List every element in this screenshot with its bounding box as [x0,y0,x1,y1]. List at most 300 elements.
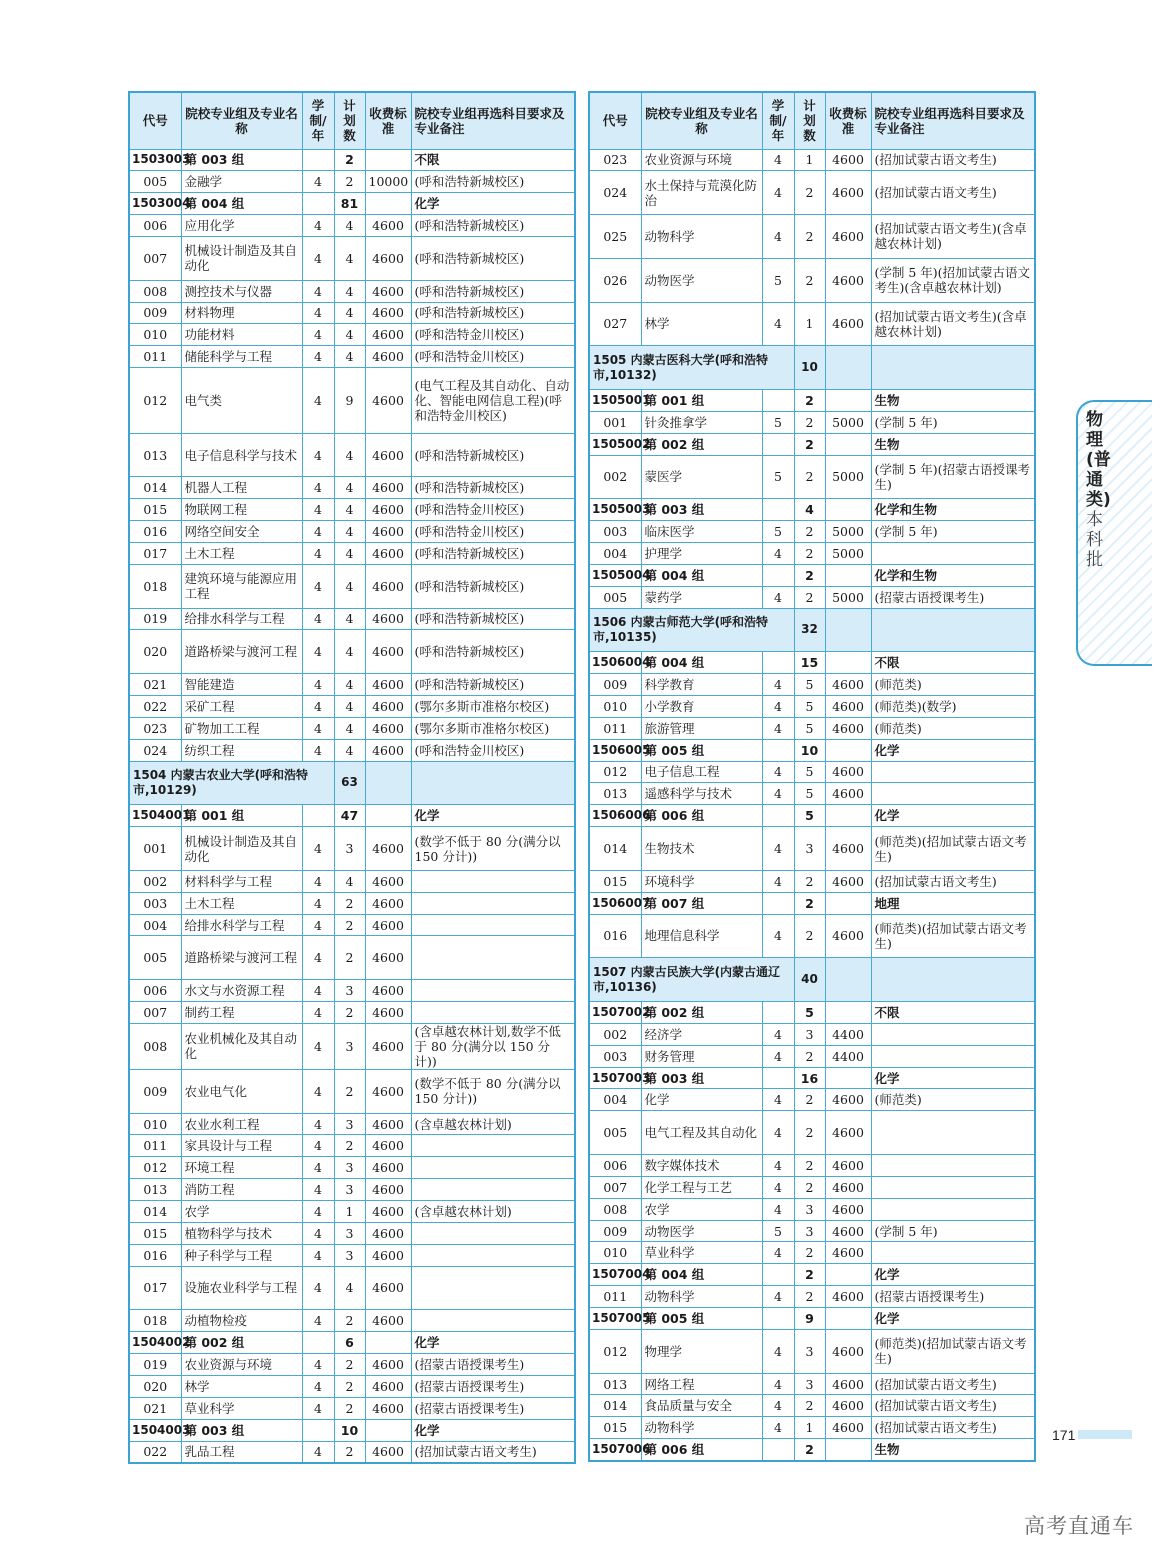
group-subject-requirement: 地理 [871,892,1035,914]
major-name: 金融学 [181,171,302,193]
major-code: 013 [589,1373,641,1395]
group-name: 第 002 组 [641,1002,762,1024]
group-plan: 2 [794,892,825,914]
major-code: 015 [129,1222,181,1244]
major-note: (师范类)(招加试蒙古语文考生) [871,1329,1035,1373]
major-note [871,1198,1035,1220]
major-code: 011 [589,1286,641,1308]
major-fee: 4600 [365,1354,411,1376]
major-years: 4 [762,870,794,892]
major-fee: 4600 [825,870,871,892]
major-years: 4 [302,892,334,914]
major-name: 水土保持与荒漠化防治 [641,171,762,215]
major-note: (招蒙古语授课考生) [411,1375,575,1397]
years-cell [762,805,794,827]
major-name: 遥感科学与技术 [641,783,762,805]
major-code: 001 [129,827,181,871]
major-name: 机械设计制造及其自动化 [181,236,302,280]
major-years: 4 [302,1310,334,1332]
major-years: 4 [762,1023,794,1045]
major-plan: 2 [794,870,825,892]
major-years: 5 [762,455,794,499]
major-name: 农业资源与环境 [181,1354,302,1376]
university-row [129,761,575,805]
major-code: 001 [589,411,641,433]
major-plan: 5 [794,674,825,696]
major-code: 005 [589,586,641,608]
major-fee: 4600 [365,1023,411,1069]
major-note: (学制 5 年)(招蒙古语授课考生) [871,455,1035,499]
group-row [589,1264,1035,1286]
major-name: 材料物理 [181,302,302,324]
major-row [589,455,1035,499]
major-years: 4 [762,1155,794,1177]
major-row [589,1286,1035,1308]
group-name: 第 002 组 [181,1332,302,1354]
major-plan: 3 [794,1220,825,1242]
major-row [129,542,575,564]
major-name: 动植物检疫 [181,1310,302,1332]
fee-cell [365,1419,411,1441]
major-years: 4 [762,1286,794,1308]
major-years: 4 [302,215,334,237]
major-row [129,717,575,739]
major-row [589,827,1035,871]
group-code: 1506007 [589,892,641,914]
major-row [589,411,1035,433]
major-code: 016 [129,521,181,543]
major-note [871,1176,1035,1198]
fee-cell [825,389,871,411]
major-years: 4 [302,1354,334,1376]
major-row [589,1045,1035,1067]
major-plan: 2 [794,1176,825,1198]
major-plan: 2 [334,1354,365,1376]
group-plan: 2 [794,1439,825,1461]
group-row [129,149,575,171]
major-code: 002 [589,1023,641,1045]
major-row [589,674,1035,696]
major-years: 4 [762,1373,794,1395]
major-plan: 2 [334,1135,365,1157]
major-fee: 4600 [825,1329,871,1373]
major-plan: 1 [794,149,825,171]
university-row [589,608,1035,652]
major-fee: 5000 [825,542,871,564]
group-name: 第 007 组 [641,892,762,914]
major-row [589,171,1035,215]
major-note [411,980,575,1002]
group-row [589,652,1035,674]
major-plan: 2 [794,411,825,433]
major-note: (师范类) [871,1089,1035,1111]
major-code: 007 [129,1002,181,1024]
group-name: 第 004 组 [641,1264,762,1286]
major-code: 004 [129,914,181,936]
major-code: 027 [589,302,641,346]
major-fee: 4600 [365,324,411,346]
major-fee: 4600 [365,717,411,739]
major-fee: 4600 [365,674,411,696]
major-plan: 5 [794,717,825,739]
major-years: 4 [302,1222,334,1244]
page-number-bar [1078,1430,1132,1439]
major-fee: 4600 [825,1089,871,1111]
group-code: 1507003 [589,1067,641,1089]
group-row [589,1002,1035,1024]
major-plan: 9 [334,368,365,434]
major-note [871,1111,1035,1155]
major-note [871,1242,1035,1264]
major-years: 4 [762,542,794,564]
major-fee: 4600 [365,1310,411,1332]
major-note: (招蒙古语授课考生) [871,1286,1035,1308]
major-name: 消防工程 [181,1179,302,1201]
major-row [129,827,575,871]
major-plan: 3 [334,1157,365,1179]
major-row [589,215,1035,259]
group-subject-requirement: 不限 [871,652,1035,674]
major-note: (学制 5 年) [871,521,1035,543]
major-row [589,914,1035,958]
major-note [411,892,575,914]
major-code: 007 [129,236,181,280]
major-note: (呼和浩特金川校区) [411,346,575,368]
note-cell [871,346,1035,390]
major-fee: 4600 [825,695,871,717]
major-name: 科学教育 [641,674,762,696]
major-note: (含卓越农林计划) [411,1113,575,1135]
major-fee: 4600 [365,827,411,871]
group-subject-requirement: 生物 [871,433,1035,455]
major-years: 4 [762,695,794,717]
major-code: 014 [589,827,641,871]
university-row [589,958,1035,1002]
major-note: (招加试蒙古语文考生) [411,1441,575,1463]
major-note: (呼和浩特新城校区) [411,564,575,608]
major-code: 011 [129,1135,181,1157]
major-plan: 5 [794,695,825,717]
major-years: 5 [762,258,794,302]
major-name: 草业科学 [181,1397,302,1419]
major-note: (学制 5 年) [871,411,1035,433]
major-note: (呼和浩特新城校区) [411,302,575,324]
major-code: 002 [589,455,641,499]
major-code: 023 [129,717,181,739]
major-years: 4 [762,1329,794,1373]
major-note: (呼和浩特新城校区) [411,236,575,280]
major-years: 5 [762,521,794,543]
major-code: 015 [589,870,641,892]
major-row [129,696,575,718]
major-row [589,1023,1035,1045]
major-name: 电子信息工程 [641,761,762,783]
major-code: 017 [129,1266,181,1310]
years-cell [762,892,794,914]
major-fee: 4600 [825,258,871,302]
major-fee: 4600 [365,280,411,302]
major-code: 005 [129,171,181,193]
group-name: 第 003 组 [181,1419,302,1441]
major-years: 4 [302,1201,334,1223]
group-subject-requirement: 化学 [411,1332,575,1354]
major-note: (电气工程及其自动化、自动化、智能电网信息工程)(呼和浩特金川校区) [411,368,575,434]
major-name: 经济学 [641,1023,762,1045]
years-cell [762,1002,794,1024]
group-subject-requirement: 化学和生物 [871,499,1035,521]
major-plan: 3 [794,1373,825,1395]
major-note [411,870,575,892]
fee-cell [825,652,871,674]
major-code: 010 [589,695,641,717]
major-note [871,761,1035,783]
major-plan: 2 [334,1397,365,1419]
major-plan: 4 [334,433,365,477]
major-fee: 4400 [825,1045,871,1067]
major-fee: 4600 [365,1113,411,1135]
major-plan: 2 [794,1045,825,1067]
major-code: 012 [129,368,181,434]
major-name: 智能建造 [181,674,302,696]
fee-cell [365,761,411,805]
major-years: 4 [762,1176,794,1198]
major-years: 4 [762,827,794,871]
university-plan: 32 [794,608,825,652]
major-row [129,1069,575,1113]
fee-cell [825,346,871,390]
major-row [129,1135,575,1157]
university-plan: 10 [794,346,825,390]
group-row [589,1308,1035,1330]
group-row [589,1067,1035,1089]
group-subject-requirement: 化学 [411,193,575,215]
major-note [871,542,1035,564]
major-code: 005 [129,936,181,980]
major-note [411,1244,575,1266]
group-subject-requirement: 化学 [871,1067,1035,1089]
major-plan: 4 [334,717,365,739]
major-name: 动物科学 [641,1286,762,1308]
major-plan: 3 [794,827,825,871]
fee-cell [825,1002,871,1024]
group-code: 1506004 [589,652,641,674]
major-fee: 10000 [365,171,411,193]
major-fee: 4600 [365,914,411,936]
group-subject-requirement: 化学 [871,739,1035,761]
fee-cell [825,805,871,827]
major-years: 4 [762,783,794,805]
major-fee: 5000 [825,411,871,433]
major-code: 012 [589,1329,641,1373]
group-plan: 4 [794,499,825,521]
major-plan: 4 [334,280,365,302]
major-name: 动物医学 [641,1220,762,1242]
major-fee: 4600 [365,892,411,914]
group-name: 第 006 组 [641,805,762,827]
group-plan: 47 [334,805,365,827]
years-cell [762,389,794,411]
major-code: 010 [589,1242,641,1264]
major-code: 011 [589,717,641,739]
major-plan: 2 [334,914,365,936]
major-years: 4 [302,564,334,608]
major-years: 4 [302,980,334,1002]
group-code: 1504003 [129,1419,181,1441]
major-row [129,302,575,324]
major-name: 物理学 [641,1329,762,1373]
group-name: 第 005 组 [641,1308,762,1330]
group-row [589,499,1035,521]
major-note [871,1045,1035,1067]
group-subject-requirement: 化学 [411,1419,575,1441]
major-fee: 4600 [365,1002,411,1024]
major-years: 4 [302,433,334,477]
category-text: 物理(普通类) [1086,410,1111,510]
major-name: 电气类 [181,368,302,434]
major-fee: 5000 [825,586,871,608]
major-fee: 4600 [365,1135,411,1157]
major-years: 4 [302,499,334,521]
fee-cell [365,193,411,215]
fee-cell [825,1308,871,1330]
major-years: 5 [762,1220,794,1242]
major-row [129,980,575,1002]
col-fee-header: 收费标准 [365,92,411,149]
major-code: 016 [589,914,641,958]
major-fee: 4600 [365,1244,411,1266]
major-note: (含卓越农林计划,数学不低于 80 分(满分以 150 分计)) [411,1023,575,1069]
major-years: 4 [302,608,334,630]
major-row [129,1222,575,1244]
group-plan: 15 [794,652,825,674]
major-years: 4 [302,1244,334,1266]
major-fee: 4600 [365,1179,411,1201]
fee-cell [825,564,871,586]
major-name: 应用化学 [181,215,302,237]
group-plan: 5 [794,805,825,827]
major-years: 4 [762,215,794,259]
major-code: 006 [129,215,181,237]
major-name: 财务管理 [641,1045,762,1067]
major-name: 纺织工程 [181,739,302,761]
fee-cell [825,1439,871,1461]
major-years: 4 [302,717,334,739]
group-row [129,1332,575,1354]
major-name: 电气工程及其自动化 [641,1111,762,1155]
major-years: 4 [302,171,334,193]
major-fee: 4600 [825,717,871,739]
major-name: 测控技术与仪器 [181,280,302,302]
major-row [129,739,575,761]
group-plan: 2 [794,564,825,586]
major-note: (呼和浩特新城校区) [411,674,575,696]
major-fee: 4600 [365,236,411,280]
group-name: 第 003 组 [181,149,302,171]
major-plan: 2 [334,1002,365,1024]
major-note: (呼和浩特新城校区) [411,542,575,564]
major-row [589,302,1035,346]
major-code: 021 [129,674,181,696]
major-note [411,1135,575,1157]
admission-table-right [588,91,1036,1462]
major-code: 026 [589,258,641,302]
major-name: 材料科学与工程 [181,870,302,892]
watermark-text: 高考直通车 [1024,1514,1134,1538]
group-subject-requirement: 不限 [871,1002,1035,1024]
university-plan: 63 [334,761,365,805]
major-fee: 4600 [825,302,871,346]
years-cell [762,1308,794,1330]
university-name: 1505 内蒙古医科大学(呼和浩特市,10132) [589,346,794,390]
major-row [589,586,1035,608]
major-row [129,1441,575,1463]
major-fee: 4600 [825,1111,871,1155]
major-years: 4 [762,1111,794,1155]
major-row [589,1220,1035,1242]
major-row [129,674,575,696]
major-row [129,870,575,892]
major-plan: 2 [794,455,825,499]
university-name: 1504 内蒙古农业大学(呼和浩特市,10129) [129,761,334,805]
major-years: 4 [302,696,334,718]
major-note: (学制 5 年)(招加试蒙古语文考生)(含卓越农林计划) [871,258,1035,302]
major-years: 4 [762,149,794,171]
major-plan: 3 [334,1244,365,1266]
note-cell [411,761,575,805]
group-subject-requirement: 生物 [871,389,1035,411]
group-row [129,805,575,827]
major-code: 008 [129,280,181,302]
major-years: 4 [762,1045,794,1067]
major-name: 蒙药学 [641,586,762,608]
major-code: 006 [589,1155,641,1177]
major-plan: 4 [334,477,365,499]
major-code: 006 [129,980,181,1002]
col-plan-header: 计划数 [334,92,365,149]
major-name: 土木工程 [181,892,302,914]
major-plan: 3 [794,1198,825,1220]
major-code: 014 [129,1201,181,1223]
major-name: 动物科学 [641,215,762,259]
note-cell [871,958,1035,1002]
major-code: 008 [589,1198,641,1220]
group-row [589,739,1035,761]
major-name: 食品质量与安全 [641,1395,762,1417]
major-plan: 1 [794,302,825,346]
table-header [589,92,1035,149]
major-fee: 4600 [825,914,871,958]
major-row [129,608,575,630]
major-fee: 4600 [365,215,411,237]
major-row [129,368,575,434]
years-cell [302,149,334,171]
major-note: (学制 5 年) [871,1220,1035,1242]
group-plan: 10 [334,1419,365,1441]
major-plan: 2 [334,1069,365,1113]
major-plan: 5 [794,783,825,805]
major-code: 009 [129,1069,181,1113]
major-row [589,695,1035,717]
group-code: 1507002 [589,1002,641,1024]
major-name: 环境科学 [641,870,762,892]
major-years: 4 [302,368,334,434]
major-note [411,1157,575,1179]
major-plan: 2 [794,521,825,543]
university-name: 1506 内蒙古师范大学(呼和浩特市,10135) [589,608,794,652]
major-fee: 4600 [825,171,871,215]
major-code: 008 [129,1023,181,1069]
group-code: 1503003 [129,149,181,171]
